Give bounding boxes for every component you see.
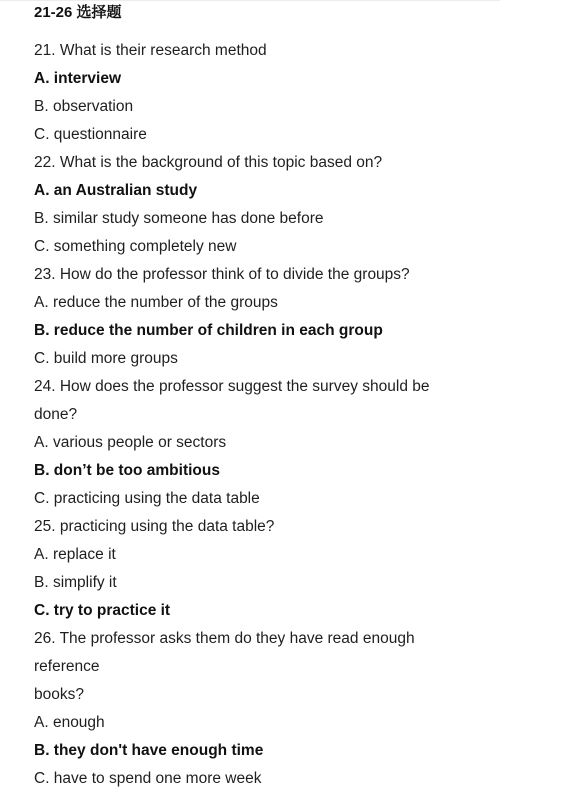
option-24-c: C. practicing using the data table [34,490,260,507]
question-26-continued-2: books? [34,686,84,703]
option-22-c: C. something completely new [34,238,237,255]
option-26-a: A. enough [34,714,105,731]
option-22-b: B. similar study someone has done before [34,210,324,227]
option-24-a: A. various people or sectors [34,434,227,451]
section-heading: 21-26 选择题 [34,4,122,21]
option-25-a: A. replace it [34,546,116,563]
question-23: 23. How do the professor think of to divide the groups? [34,266,410,283]
option-23-c: C. build more groups [34,350,178,367]
option-21-c: C. questionnaire [34,126,147,143]
option-23-a: A. reduce the number of the groups [34,294,278,311]
option-22-a: A. an Australian study [34,182,198,199]
question-21: 21. What is their research method [34,42,267,59]
top-divider [0,0,500,1]
option-25-b: B. simplify it [34,574,117,591]
option-23-b: B. reduce the number of children in each group [34,322,383,339]
question-26: 26. The professor asks them do they have read enough [34,630,415,647]
question-24: 24. How does the professor suggest the survey should be [34,378,430,395]
question-list [34,40,554,796]
option-26-c: C. have to spend one more week [34,770,262,787]
option-25-c: C. try to practice it [34,602,171,619]
question-25: 25. practicing using the data table? [34,518,275,535]
question-22: 22. What is the background of this topic based on? [34,154,383,171]
option-24-b: B. don’t be too ambitious [34,462,220,479]
question-26-continued: reference [34,658,100,675]
option-21-b: B. observation [34,98,134,115]
question-24-continued: done? [34,406,78,423]
option-21-a: A. interview [34,70,121,87]
option-26-b: B. they don't have enough time [34,742,264,759]
